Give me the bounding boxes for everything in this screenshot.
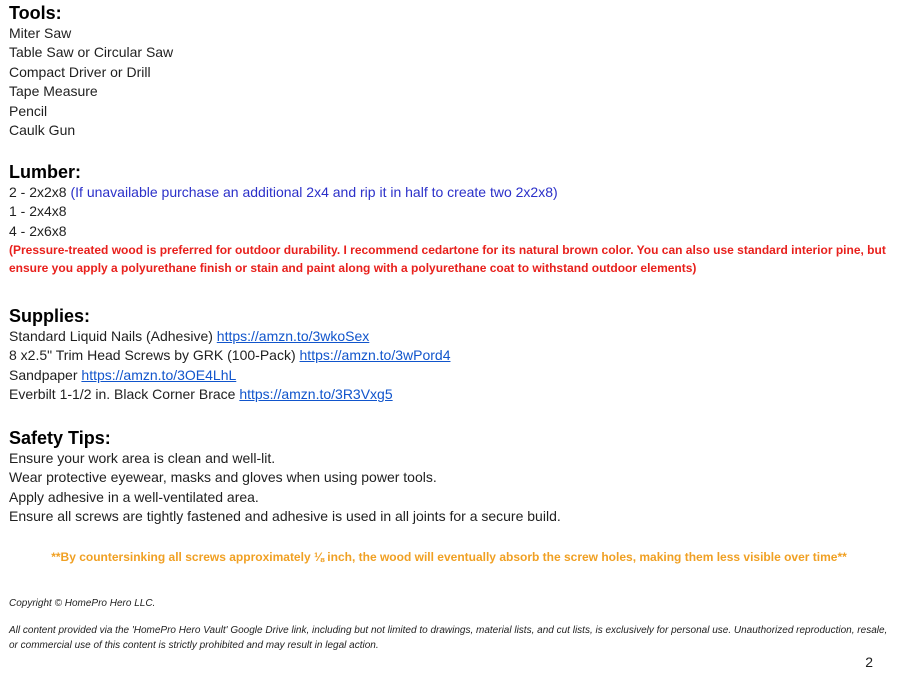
list-item: Ensure all screws are tightly fastened and adhesive is used in all joints for a secure build. bbox=[9, 508, 561, 525]
supply-name: Standard Liquid Nails (Adhesive) bbox=[9, 328, 217, 344]
tools-section bbox=[9, 3, 173, 140]
list-item: Table Saw or Circular Saw bbox=[9, 44, 174, 61]
supply-link[interactable]: https://amzn.to/3wkoSex bbox=[216, 328, 370, 344]
supply-name: Sandpaper bbox=[9, 366, 82, 383]
supply-name: 8 x2.5" Trim Head Screws by GRK (100-Pack) bbox=[9, 347, 300, 364]
lumber-section bbox=[9, 162, 889, 277]
supply-link[interactable]: https://amzn.to/3R3Vxg5 bbox=[239, 386, 393, 403]
supply-link[interactable]: https://amzn.to/3wPord4 bbox=[299, 347, 451, 364]
safety-section bbox=[9, 428, 561, 527]
copyright-notice: Copyright © HomePro Hero LLC. bbox=[9, 598, 156, 609]
list-item bbox=[9, 366, 450, 385]
countersink-tip: **By countersinking all screws approximately ⅛ inch, the wood will eventually absorb the screw holes, making them less visible over time** bbox=[51, 550, 847, 564]
safety-list bbox=[9, 449, 561, 527]
list-item: Wear protective eyewear, masks and gloves when using power tools. bbox=[9, 469, 437, 486]
list-item bbox=[9, 385, 450, 404]
list-item bbox=[9, 346, 450, 365]
list-item: Miter Saw bbox=[9, 25, 72, 41]
document-page bbox=[9, 0, 899, 679]
lumber-heading: Lumber: bbox=[9, 162, 81, 182]
tools-list bbox=[9, 24, 173, 140]
lumber-list bbox=[9, 183, 889, 277]
list-item: Ensure your work area is clean and well-lit. bbox=[9, 450, 276, 466]
usage-disclaimer: All content provided via the 'HomePro Hero Vault' Google Drive link, including but not limited to drawings, material lists, and cut lists, is exclusively for personal use. Unauthorized reproduction, resale, or commercial use of this content is strictly prohibited and may result in legal action. bbox=[9, 625, 888, 651]
list-item: Caulk Gun bbox=[9, 122, 76, 139]
list-item: Apply adhesive in a well-ventilated area. bbox=[9, 488, 259, 505]
lumber-note: (If unavailable purchase an additional 2x4 and rip it in half to create two 2x2x8) bbox=[70, 184, 558, 200]
list-item bbox=[9, 183, 889, 202]
list-item: Compact Driver or Drill bbox=[9, 63, 151, 80]
supply-link[interactable]: https://amzn.to/3OE4LhL bbox=[81, 366, 237, 383]
safety-heading: Safety Tips: bbox=[9, 428, 111, 448]
lumber-item-text: 2 - 2x2x8 bbox=[9, 184, 71, 200]
list-item bbox=[9, 327, 450, 346]
list-item: 1 - 2x4x8 bbox=[9, 203, 67, 220]
supplies-section bbox=[9, 306, 450, 405]
page-number: 2 bbox=[865, 654, 873, 670]
list-item: Pencil bbox=[9, 102, 48, 119]
list-item: Tape Measure bbox=[9, 83, 98, 100]
supply-name: Everbilt 1-1/2 in. Black Corner Brace bbox=[9, 386, 240, 403]
supplies-heading: Supplies: bbox=[9, 306, 91, 326]
list-item: 4 - 2x6x8 bbox=[9, 222, 67, 239]
wood-warning: (Pressure-treated wood is preferred for outdoor durability. I recommend cedartone for its natural brown color. You can also use standard interior pine, but ensure you apply a polyurethane finish or stain and paint along with a polyurethane coat to withstand outdoor elements) bbox=[9, 243, 886, 276]
supplies-list bbox=[9, 327, 450, 405]
tools-heading: Tools: bbox=[9, 3, 62, 23]
